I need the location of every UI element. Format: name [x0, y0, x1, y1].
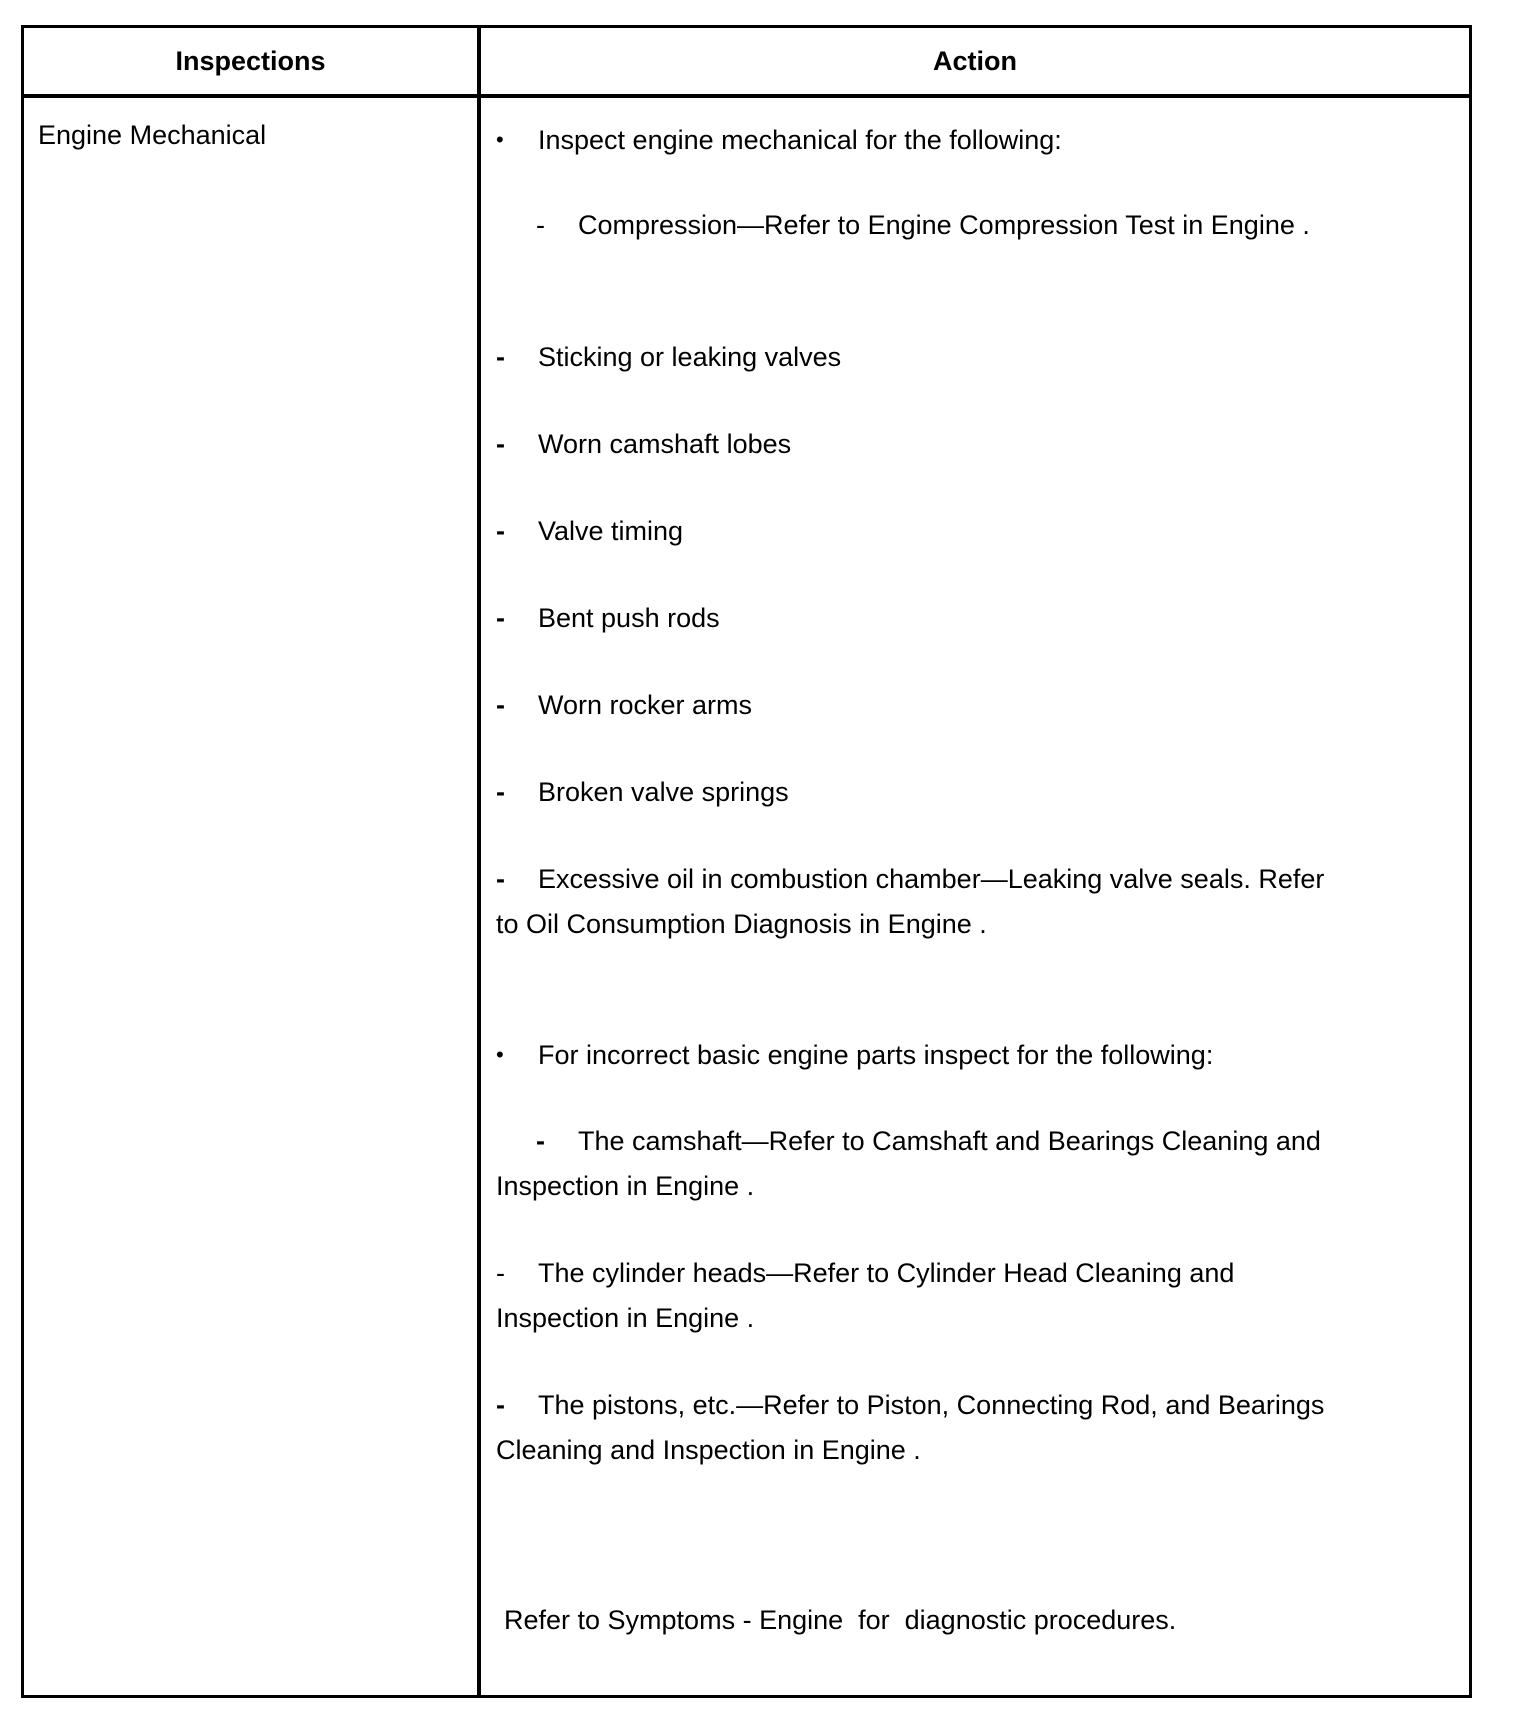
table-header-row: [24, 28, 1469, 98]
dash-item-pistons-cont: Cleaning and Inspection in Engine .: [496, 1435, 921, 1465]
dash-text: The cylinder heads—Refer to Cylinder Head Cleaning and: [538, 1258, 1235, 1288]
dash-text: Broken valve springs: [538, 777, 789, 807]
dash-marker: -: [496, 603, 505, 633]
header-inspections: Inspections: [175, 46, 326, 76]
dash-item-valve-timing: [496, 509, 683, 554]
bullet-marker: •: [496, 127, 504, 152]
dash-marker: -: [496, 864, 505, 894]
inspection-table: [21, 25, 1472, 1698]
bullet-item-incorrect-parts: [496, 1032, 1213, 1078]
dash-item-pistons: [496, 1383, 1324, 1428]
dash-item-push-rods: [496, 596, 720, 641]
dash-text: The camshaft—Refer to Camshaft and Bearings Cleaning and: [578, 1126, 1321, 1156]
dash-item-camshaft-lobes: [496, 422, 791, 467]
dash-item-camshaft: [536, 1119, 1321, 1164]
dash-text: Valve timing: [538, 516, 684, 546]
dash-marker: -: [496, 690, 505, 720]
dash-marker: -: [496, 342, 505, 372]
dash-text: Worn rocker arms: [538, 690, 753, 720]
dash-item-cylinder-heads: [496, 1251, 1234, 1296]
dash-text: Worn camshaft lobes: [538, 429, 792, 459]
dash-marker: -: [496, 1258, 505, 1288]
column-divider: [477, 28, 481, 1695]
bullet-marker: •: [496, 1042, 504, 1067]
dash-item-compression: [536, 203, 1310, 248]
dash-text: Excessive oil in combustion chamber—Leaking valve seals. Refer: [538, 864, 1325, 894]
dash-text: Sticking or leaking valves: [538, 342, 842, 372]
dash-item-camshaft-cont: Inspection in Engine .: [496, 1171, 755, 1201]
dash-item-cylinder-heads-cont: Inspection in Engine .: [496, 1303, 755, 1333]
dash-text: Bent push rods: [538, 603, 720, 633]
dash-marker: -: [536, 1126, 545, 1156]
dash-item-valve-springs: [496, 770, 789, 815]
dash-marker: -: [496, 777, 505, 807]
inspection-engine-mechanical: Engine Mechanical: [38, 120, 267, 150]
footer-note-symptoms: Refer to Symptoms - Engine for diagnostic procedures.: [504, 1605, 1177, 1635]
dash-item-rocker-arms: [496, 683, 752, 728]
dash-marker: -: [496, 516, 505, 546]
dash-item-excessive-oil: [496, 857, 1324, 902]
dash-text: The pistons, etc.—Refer to Piston, Connecting Rod, and Bearings: [538, 1390, 1325, 1420]
dash-marker: -: [496, 429, 505, 459]
dash-item-excessive-oil-cont: to Oil Consumption Diagnosis in Engine .: [496, 909, 987, 939]
bullet-item-inspect: [496, 117, 1062, 163]
header-action: Action: [933, 46, 1017, 76]
dash-marker: -: [496, 1390, 505, 1420]
dash-item-valves: [496, 335, 841, 380]
bullet-text: Inspect engine mechanical for the following:: [538, 125, 1062, 155]
dash-text: Compression—Refer to Engine Compression Test in Engine .: [578, 210, 1310, 240]
dash-marker: -: [536, 210, 545, 240]
bullet-text: For incorrect basic engine parts inspect for the following:: [538, 1040, 1214, 1070]
